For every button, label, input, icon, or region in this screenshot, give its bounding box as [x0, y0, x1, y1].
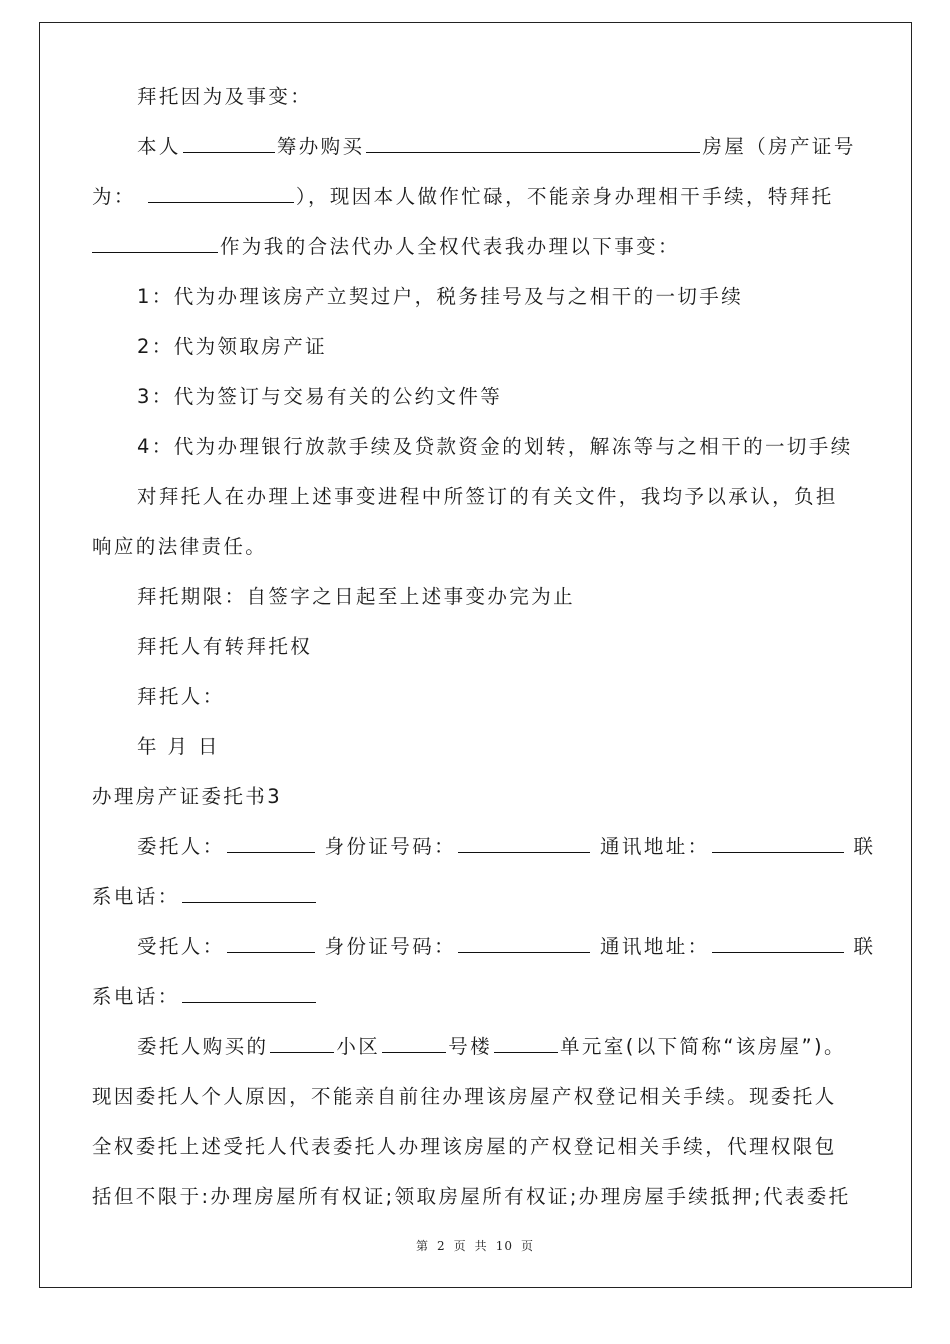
body-line-1: 委托人购买的 小区 号楼 单元室(以下简称“该房屋”)。 — [137, 1035, 846, 1058]
footer-text: 页 — [520, 1239, 534, 1253]
blank-field — [182, 884, 316, 903]
blank-field — [366, 134, 700, 153]
paragraph-acknowledge: 对拜托人在办理上述事变进程中所签订的有关文件，我均予以承认，负担 — [137, 485, 838, 508]
blank-field — [148, 184, 294, 203]
footer-text: 页 — [453, 1239, 467, 1253]
blank-field — [227, 934, 315, 953]
paragraph-agent: 作为我的合法代办人全权代表我办理以下事变： — [92, 234, 680, 260]
trustee-row: 受托人： 身份证号码： 通讯地址： 联 — [137, 935, 876, 958]
footer-text: 共 — [474, 1239, 488, 1253]
list-item: 1：代为办理该房产立契过户，税务挂号及与之相干的一切手续 — [137, 285, 744, 308]
section-title: 办理房产证委托书3 — [92, 785, 283, 808]
list-item: 3：代为签订与交易有关的公约文件等 — [137, 385, 503, 408]
blank-field — [227, 834, 315, 853]
blank-field — [712, 934, 844, 953]
paragraph-reason-heading: 拜托因为及事变： — [137, 85, 313, 108]
blank-field — [458, 934, 590, 953]
blank-field — [382, 1034, 446, 1053]
blank-field — [182, 984, 316, 1003]
blank-field — [494, 1034, 558, 1053]
date-line: 年 月 日 — [137, 735, 220, 758]
paragraph-subdelegate: 拜托人有转拜托权 — [137, 635, 313, 658]
blank-field — [458, 834, 590, 853]
entrust-phone-row: 系电话： — [92, 884, 318, 910]
total-pages: 10 — [495, 1239, 513, 1253]
page-footer — [0, 1237, 950, 1254]
trustee-phone-row: 系电话： — [92, 984, 318, 1010]
paragraph-certificate: 为： ），现因本人做作忙碌，不能亲身办理相干手续，特拜托 — [92, 185, 834, 208]
blank-field — [183, 134, 275, 153]
blank-field — [92, 234, 218, 253]
paragraph-buyer: 本人 筹办购买 房屋（房产证号 — [137, 135, 856, 158]
body-line-3: 全权委托上述受托人代表委托人办理该房屋的产权登记相关手续，代理权限包 — [92, 1135, 837, 1158]
paragraph-period: 拜托期限：自签字之日起至上述事变办完为止 — [137, 585, 576, 608]
body-line-2: 现因委托人个人原因，不能亲自前往办理该房屋产权登记相关手续。现委托人 — [92, 1085, 837, 1108]
list-item: 4：代为办理银行放款手续及贷款资金的划转，解冻等与之相干的一切手续 — [137, 435, 853, 458]
page-number: 2 — [437, 1239, 446, 1253]
signature-label: 拜托人： — [137, 685, 225, 708]
blank-field — [270, 1034, 334, 1053]
entrust-row: 委托人： 身份证号码： 通讯地址： 联 — [137, 835, 876, 858]
paragraph-acknowledge-cont: 响应的法律责任。 — [92, 535, 268, 558]
list-item: 2：代为领取房产证 — [137, 335, 328, 358]
footer-text: 第 — [416, 1239, 430, 1253]
blank-field — [712, 834, 844, 853]
body-line-4: 括但不限于:办理房屋所有权证;领取房屋所有权证;办理房屋手续抵押;代表委托 — [92, 1185, 851, 1208]
